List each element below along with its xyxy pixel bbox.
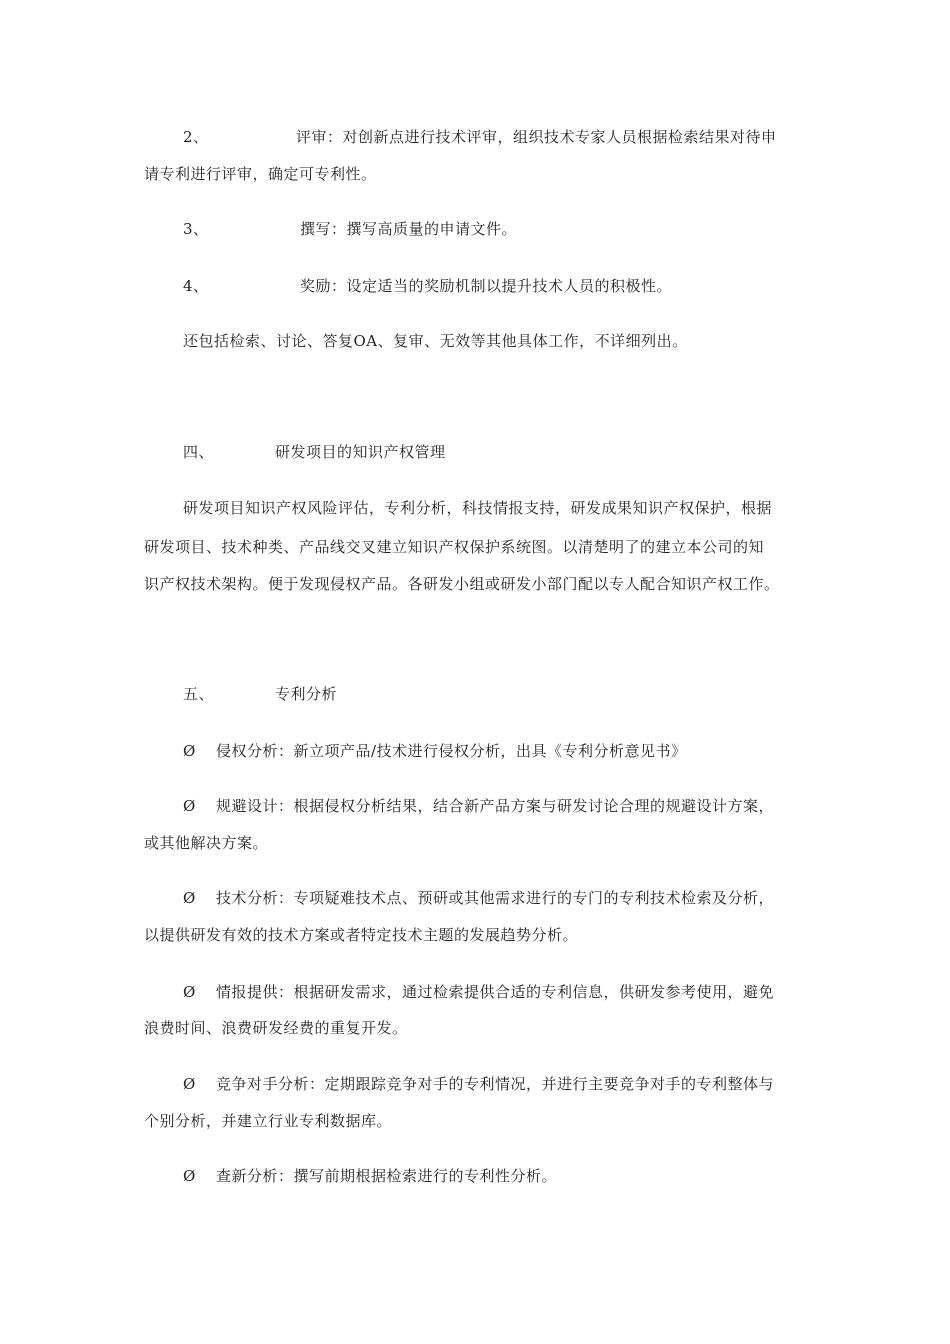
- bullet-1-text: 侵权分析：新立项产品/技术进行侵权分析，出具《专利分析意见书》: [216, 742, 687, 760]
- item-4-text: 奖励：设定适当的奖励机制以提升技术人员的积极性。: [300, 277, 673, 295]
- bullet-4-marker: Ø: [183, 983, 196, 1001]
- bullet-3-text-line2: 以提供研发有效的技术方案或者特定技术主题的发展趋势分析。: [144, 926, 579, 944]
- bullet-6-marker: Ø: [183, 1167, 196, 1185]
- section-4-para-line1: 研发项目知识产权风险评估，专利分析，科技情报支持，研发成果知识产权保护，根据: [183, 499, 773, 517]
- bullet-5-text-line2: 个别分析，并建立行业专利数据库。: [144, 1112, 393, 1130]
- bullet-2-text-line1: 规避设计：根据侵权分析结果，结合新产品方案与研发讨论合理的规避设计方案，: [216, 797, 775, 815]
- section-4-number: 四、: [183, 443, 215, 461]
- item-2-text-line1: 评审：对创新点进行技术评审，组织技术专家人员根据检索结果对待申: [296, 128, 777, 146]
- item-2-number: 2、: [183, 128, 209, 146]
- bullet-2-marker: Ø: [183, 797, 196, 815]
- bullet-4-text-line1: 情报提供：根据研发需求，通过检索提供合适的专利信息，供研发参考使用，避免: [216, 983, 775, 1001]
- section-4-para-line2: 研发项目、技术种类、产品线交叉建立知识产权保护系统图。以清楚明了的建立本公司的知: [144, 538, 765, 556]
- item-2-text-line2: 请专利进行评审，确定可专利性。: [144, 165, 377, 183]
- bullet-4-text-line2: 浪费时间、浪费研发经费的重复开发。: [144, 1019, 408, 1037]
- section-5-heading: 专利分析: [275, 685, 338, 703]
- section-5-number: 五、: [183, 685, 215, 703]
- item-3-number: 3、: [183, 220, 209, 238]
- bullet-1-marker: Ø: [183, 742, 196, 760]
- bullet-5-text-line1: 竞争对手分析：定期跟踪竞争对手的专利情况，并进行主要竞争对手的专利整体与: [216, 1075, 775, 1093]
- other-work-text: 还包括检索、讨论、答复OA、复审、无效等其他具体工作，不详细列出。: [183, 332, 688, 350]
- bullet-2-text-line2: 或其他解决方案。: [144, 834, 269, 852]
- item-3-text: 撰写：撰写高质量的申请文件。: [300, 220, 518, 238]
- bullet-3-text-line1: 技术分析：专项疑难技术点、预研或其他需求进行的专门的专利技术检索及分析，: [216, 889, 775, 907]
- bullet-5-marker: Ø: [183, 1075, 196, 1093]
- item-4-number: 4、: [183, 277, 209, 295]
- section-4-heading: 研发项目的知识产权管理: [275, 443, 446, 461]
- bullet-3-marker: Ø: [183, 889, 196, 907]
- section-4-para-line3: 识产权技术架构。便于发现侵权产品。各研发小组或研发小部门配以专人配合知识产权工作。: [144, 575, 780, 593]
- bullet-6-text: 查新分析：撰写前期根据检索进行的专利性分析。: [216, 1167, 558, 1185]
